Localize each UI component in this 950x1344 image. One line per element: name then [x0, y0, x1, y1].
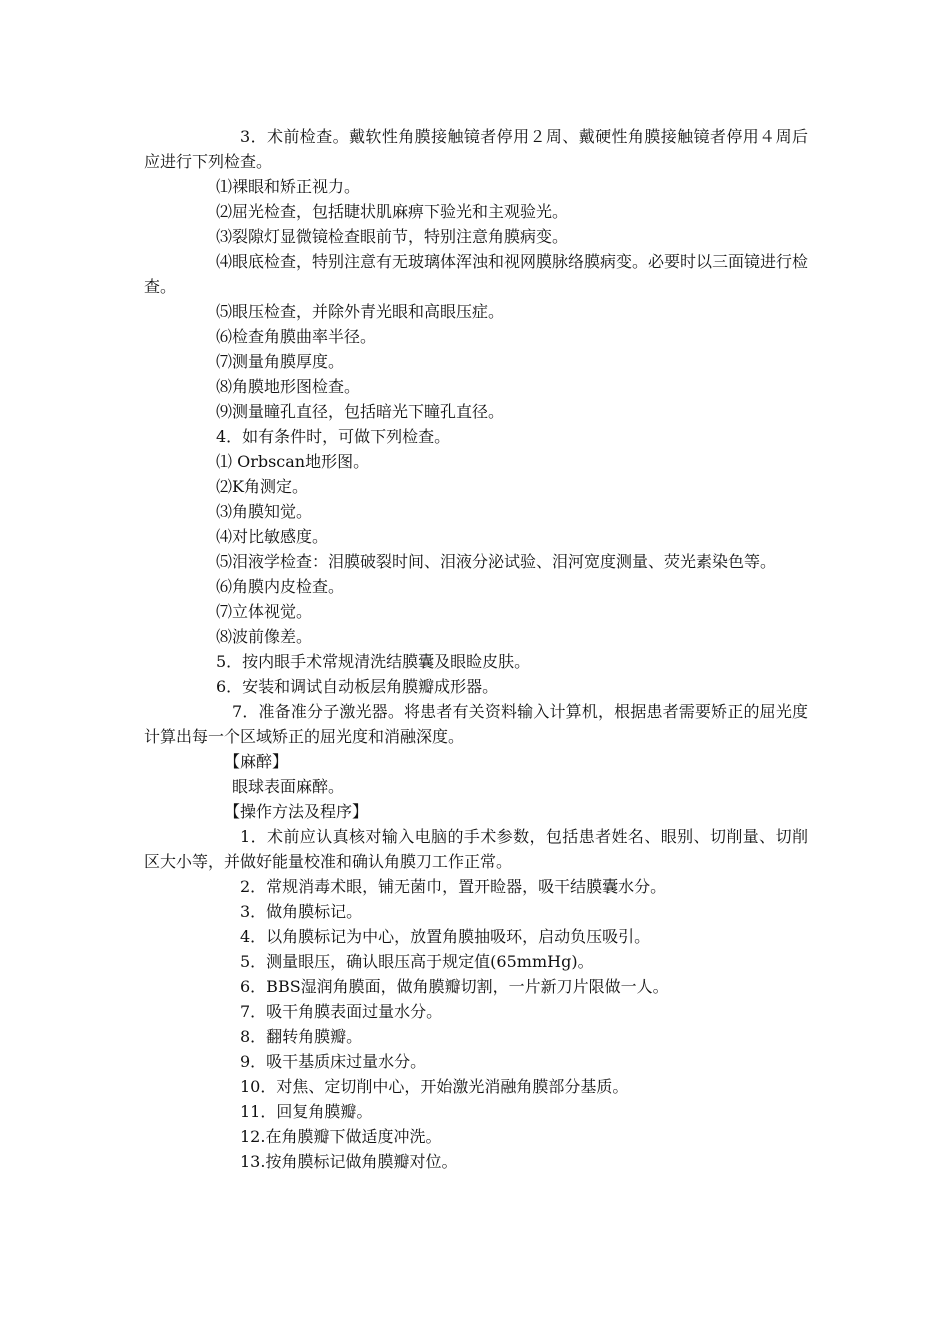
paragraph: ⑵K角测定。 [216, 477, 308, 496]
paragraph: ⑻波前像差。 [216, 627, 313, 646]
paragraph: 12.在角膜瓣下做适度冲洗。 [240, 1127, 442, 1146]
paragraph: ⑶角膜知觉。 [216, 502, 313, 521]
paragraph: 6．BBS湿润角膜面，做角膜瓣切割，一片新刀片限做一人。 [240, 977, 669, 996]
paragraph: ⑷眼底检查，特别注意有无玻璃体浑浊和视网膜脉络膜病变。必要时以三面镜进行检查。 [144, 252, 809, 296]
paragraph: 3．做角膜标记。 [240, 902, 363, 921]
paragraph: 5．按内眼手术常规清洗结膜囊及眼睑皮肤。 [216, 652, 531, 671]
paragraph: 1．术前应认真核对输入电脑的手术参数，包括患者姓名、眼别、切削量、切削区大小等，并做好能量校准和确认角膜刀工作正常。 [144, 827, 808, 871]
paragraph: ⑸眼压检查，并除外青光眼和高眼压症。 [216, 302, 505, 321]
document-body [144, 124, 808, 1174]
paragraph: 7．准备准分子激光器。将患者有关资料输入计算机，根据患者需要矫正的屈光度计算出每一个区域矫正的屈光度和消融深度。 [144, 702, 808, 746]
paragraph: ⑻角膜地形图检查。 [216, 377, 361, 396]
paragraph: 6．安装和调试自动板层角膜瓣成形器。 [216, 677, 499, 696]
paragraph: 5．测量眼压，确认眼压高于规定值(65mmHg)。 [240, 952, 594, 971]
paragraph: 【操作方法及程序】 [224, 802, 369, 821]
paragraph: ⑼测量瞳孔直径，包括暗光下瞳孔直径。 [216, 402, 505, 421]
paragraph: ⑸泪液学检查：泪膜破裂时间、泪液分泌试验、泪河宽度测量、荧光素染色等。 [216, 552, 777, 571]
paragraph: ⑴裸眼和矫正视力。 [216, 177, 361, 196]
paragraph: 眼球表面麻醉。 [232, 777, 345, 796]
paragraph: ⑴ Orbscan地形图。 [216, 452, 370, 471]
paragraph: ⑵屈光检查，包括睫状肌麻痹下验光和主观验光。 [216, 202, 569, 221]
paragraph: ⑹角膜内皮检查。 [216, 577, 345, 596]
paragraph: ⑺测量角膜厚度。 [216, 352, 345, 371]
paragraph: ⑹检查角膜曲率半径。 [216, 327, 377, 346]
paragraph: 2．常规消毒术眼，铺无菌巾，置开睑器，吸干结膜囊水分。 [240, 877, 667, 896]
paragraph: 10．对焦、定切削中心，开始激光消融角膜部分基质。 [240, 1077, 629, 1096]
paragraph: 8．翻转角膜瓣。 [240, 1027, 363, 1046]
paragraph: ⑷对比敏感度。 [216, 527, 329, 546]
paragraph: ⑶裂隙灯显微镜检查眼前节，特别注意角膜病变。 [216, 227, 569, 246]
paragraph: 3．术前检查。戴软性角膜接触镜者停用２周、戴硬性角膜接触镜者停用４周后应进行下列检查。 [144, 127, 808, 171]
paragraph: 【麻醉】 [224, 752, 289, 771]
paragraph: 9．吸干基质床过量水分。 [240, 1052, 427, 1071]
paragraph: 13.按角膜标记做角膜瓣对位。 [240, 1152, 458, 1171]
paragraph: ⑺立体视觉。 [216, 602, 313, 621]
paragraph: 7．吸干角膜表面过量水分。 [240, 1002, 443, 1021]
paragraph: 11．回复角膜瓣。 [240, 1102, 373, 1121]
paragraph: 4．以角膜标记为中心，放置角膜抽吸环，启动负压吸引。 [240, 927, 651, 946]
paragraph: 4．如有条件时，可做下列检查。 [216, 427, 451, 446]
